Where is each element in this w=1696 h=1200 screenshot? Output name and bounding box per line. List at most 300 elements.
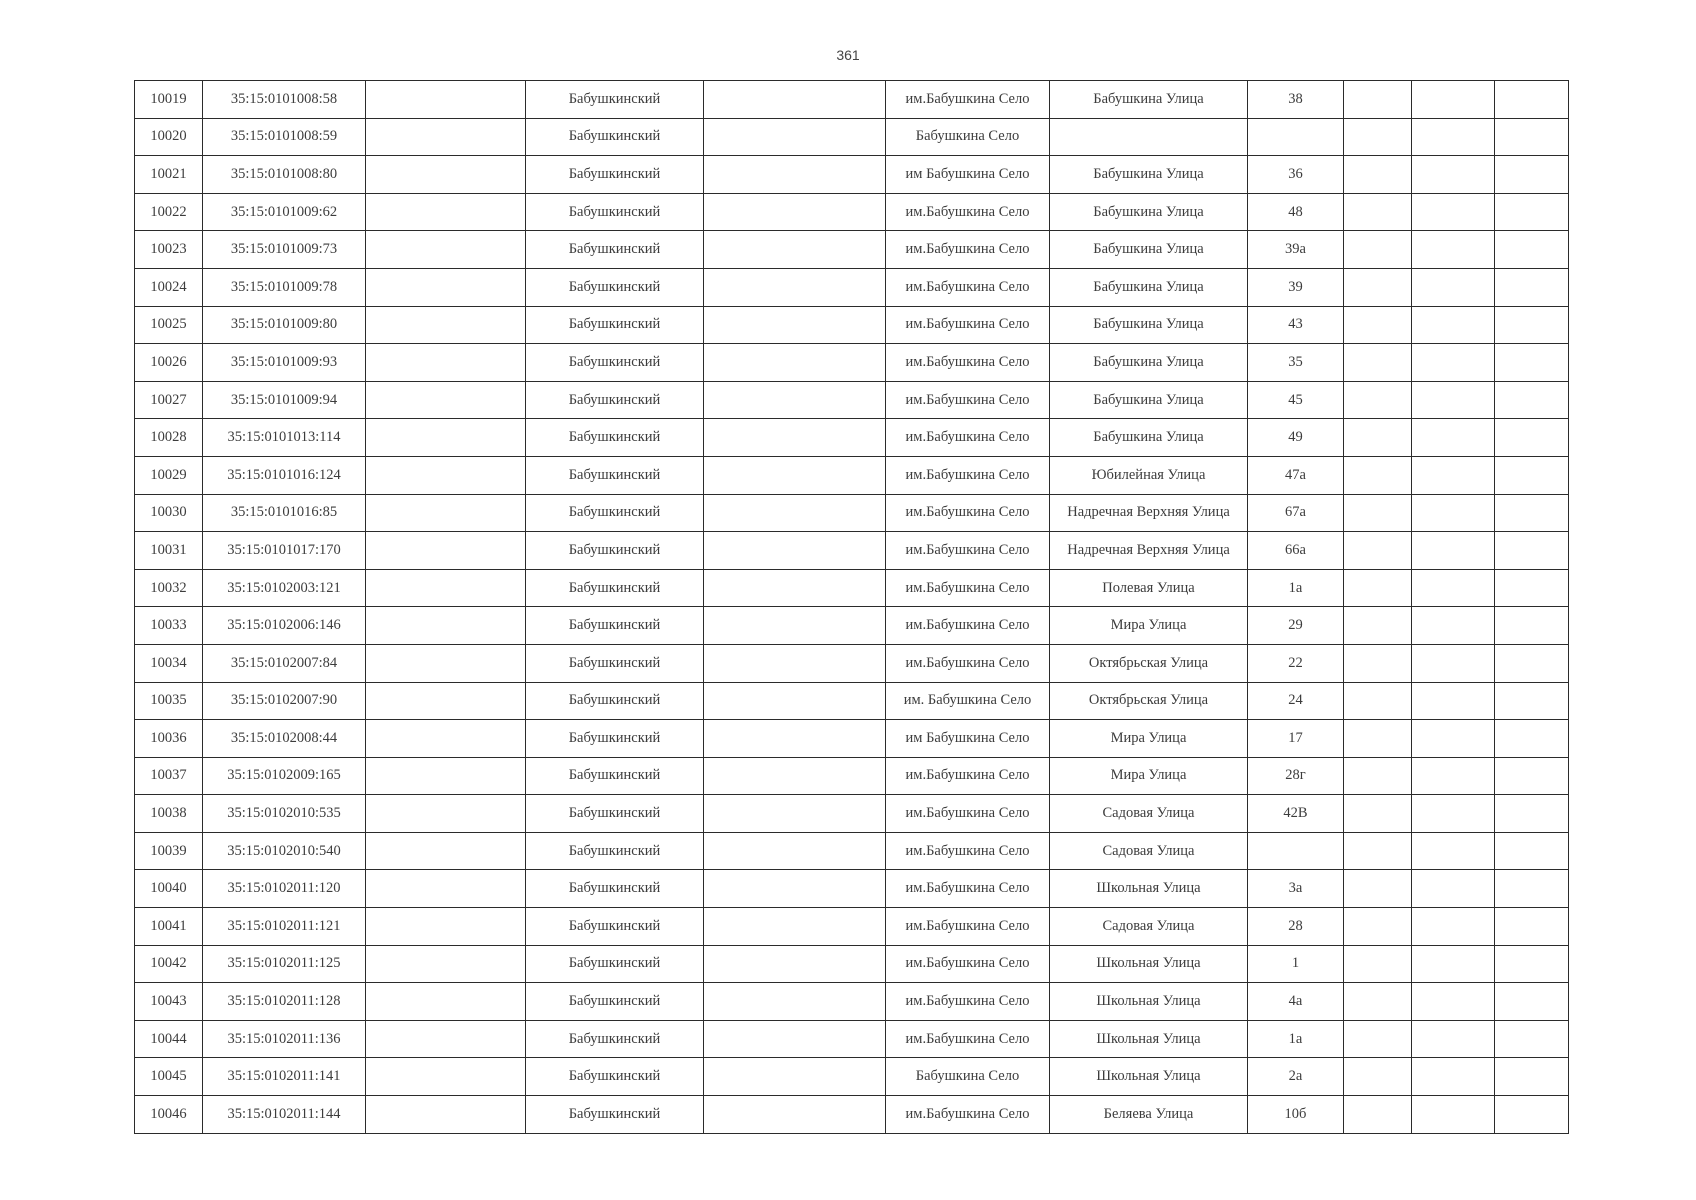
cell-record-number: 10044 [135,1020,203,1058]
cell-empty [1344,832,1412,870]
cell-street: Юбилейная Улица [1050,456,1248,494]
cell-house-number: 1 [1248,945,1344,983]
cell-district: Бабушкинский [526,494,704,532]
cell-empty [1495,682,1569,720]
cell-cadastral-number: 35:15:0102007:84 [203,644,366,682]
cell-empty [1412,983,1495,1021]
cell-record-number: 10026 [135,344,203,382]
cell-street: Школьная Улица [1050,1020,1248,1058]
cell-street: Садовая Улица [1050,795,1248,833]
cell-district: Бабушкинский [526,193,704,231]
cell-house-number: 4а [1248,983,1344,1021]
cell-house-number: 43 [1248,306,1344,344]
cell-house-number: 2а [1248,1058,1344,1096]
table-row [135,832,1569,870]
cell-cadastral-number: 35:15:0101009:78 [203,268,366,306]
cell-empty [1495,156,1569,194]
cell-street: Школьная Улица [1050,870,1248,908]
cell-empty [1412,607,1495,645]
table-row [135,795,1569,833]
cell-cadastral-number: 35:15:0102008:44 [203,720,366,758]
cell-district: Бабушкинский [526,81,704,119]
table-row [135,983,1569,1021]
cell-record-number: 10040 [135,870,203,908]
cell-empty [1412,720,1495,758]
cell-empty [704,607,886,645]
cell-settlement: им.Бабушкина Село [886,306,1050,344]
cell-house-number: 47а [1248,456,1344,494]
cell-settlement: им.Бабушкина Село [886,908,1050,946]
cell-cadastral-number: 35:15:0101016:124 [203,456,366,494]
cell-street: Беляева Улица [1050,1096,1248,1134]
cell-empty [1344,156,1412,194]
cell-empty [1412,682,1495,720]
cell-empty [1344,870,1412,908]
cell-record-number: 10043 [135,983,203,1021]
cell-empty [1495,532,1569,570]
table-row [135,456,1569,494]
cell-district: Бабушкинский [526,1058,704,1096]
cell-empty [1344,231,1412,269]
cell-empty [1344,1020,1412,1058]
cell-empty [1412,344,1495,382]
table-row [135,720,1569,758]
cell-empty [704,381,886,419]
cell-empty [1412,532,1495,570]
cell-district: Бабушкинский [526,983,704,1021]
cell-empty [1495,795,1569,833]
cell-empty [366,156,526,194]
cell-empty [1412,381,1495,419]
table-row [135,193,1569,231]
cell-settlement: им.Бабушкина Село [886,945,1050,983]
cell-district: Бабушкинский [526,1020,704,1058]
cell-empty [704,419,886,457]
cell-cadastral-number: 35:15:0101008:58 [203,81,366,119]
cell-house-number: 66а [1248,532,1344,570]
table-row [135,870,1569,908]
cell-district: Бабушкинский [526,644,704,682]
cell-record-number: 10037 [135,757,203,795]
cell-house-number: 28 [1248,908,1344,946]
table-row [135,268,1569,306]
cell-empty [366,118,526,156]
table-row [135,156,1569,194]
cell-street: Бабушкина Улица [1050,268,1248,306]
cell-empty [366,1058,526,1096]
cell-empty [1344,720,1412,758]
cell-district: Бабушкинский [526,268,704,306]
cell-cadastral-number: 35:15:0101009:80 [203,306,366,344]
cell-cadastral-number: 35:15:0101009:94 [203,381,366,419]
cell-district: Бабушкинский [526,945,704,983]
cell-empty [366,456,526,494]
cell-cadastral-number: 35:15:0102010:540 [203,832,366,870]
cell-settlement: им.Бабушкина Село [886,832,1050,870]
cell-empty [366,795,526,833]
cell-empty [704,156,886,194]
cell-record-number: 10020 [135,118,203,156]
cell-empty [1344,569,1412,607]
cell-empty [1495,193,1569,231]
cell-settlement: им.Бабушкина Село [886,569,1050,607]
cell-empty [704,494,886,532]
cell-empty [1495,344,1569,382]
cell-settlement: Бабушкина Село [886,118,1050,156]
cell-district: Бабушкинский [526,569,704,607]
cell-district: Бабушкинский [526,682,704,720]
cell-district: Бабушкинский [526,344,704,382]
cell-empty [1412,193,1495,231]
cell-district: Бабушкинский [526,456,704,494]
cell-empty [1412,945,1495,983]
cell-empty [1344,381,1412,419]
cell-empty [1412,306,1495,344]
cell-cadastral-number: 35:15:0102011:128 [203,983,366,1021]
cell-empty [704,569,886,607]
cell-record-number: 10022 [135,193,203,231]
cell-empty [1344,607,1412,645]
cell-record-number: 10035 [135,682,203,720]
cell-empty [1495,81,1569,119]
cell-settlement: Бабушкина Село [886,1058,1050,1096]
cell-settlement: им.Бабушкина Село [886,494,1050,532]
cell-empty [704,532,886,570]
cell-street: Октябрьская Улица [1050,682,1248,720]
cell-settlement: им.Бабушкина Село [886,644,1050,682]
cell-district: Бабушкинский [526,381,704,419]
cell-record-number: 10036 [135,720,203,758]
cell-empty [366,419,526,457]
cell-record-number: 10038 [135,795,203,833]
cell-empty [1344,682,1412,720]
cell-settlement: им.Бабушкина Село [886,795,1050,833]
cell-record-number: 10046 [135,1096,203,1134]
cell-empty [1344,306,1412,344]
cell-house-number: 45 [1248,381,1344,419]
cell-cadastral-number: 35:15:0102011:141 [203,1058,366,1096]
cell-empty [366,569,526,607]
cell-empty [366,193,526,231]
cell-cadastral-number: 35:15:0102011:136 [203,1020,366,1058]
cell-empty [1495,644,1569,682]
cell-street: Бабушкина Улица [1050,344,1248,382]
cell-empty [366,682,526,720]
cell-cadastral-number: 35:15:0101017:170 [203,532,366,570]
cell-cadastral-number: 35:15:0101009:62 [203,193,366,231]
cell-empty [1495,231,1569,269]
cell-district: Бабушкинский [526,419,704,457]
table-row [135,81,1569,119]
cell-street: Мира Улица [1050,757,1248,795]
cell-district: Бабушкинский [526,156,704,194]
table-row [135,945,1569,983]
cell-settlement: им.Бабушкина Село [886,1020,1050,1058]
cell-empty [1412,1058,1495,1096]
cell-settlement: им Бабушкина Село [886,720,1050,758]
cell-empty [1344,419,1412,457]
cell-empty [704,81,886,119]
cell-empty [1344,1096,1412,1134]
cell-settlement: им.Бабушкина Село [886,532,1050,570]
cell-empty [704,456,886,494]
cell-empty [704,231,886,269]
cell-house-number: 1а [1248,569,1344,607]
table-row [135,532,1569,570]
cell-street: Садовая Улица [1050,908,1248,946]
cell-empty [366,381,526,419]
cell-street [1050,118,1248,156]
cell-empty [1495,1020,1569,1058]
cell-house-number: 17 [1248,720,1344,758]
cell-empty [366,908,526,946]
cell-empty [1495,945,1569,983]
cell-settlement: им.Бабушкина Село [886,757,1050,795]
cell-street: Школьная Улица [1050,945,1248,983]
table-row [135,644,1569,682]
cell-settlement: им.Бабушкина Село [886,81,1050,119]
table-row [135,1096,1569,1134]
cell-record-number: 10021 [135,156,203,194]
cell-empty [704,870,886,908]
cell-cadastral-number: 35:15:0101013:114 [203,419,366,457]
table-row [135,607,1569,645]
cell-empty [1495,1096,1569,1134]
cell-cadastral-number: 35:15:0102006:146 [203,607,366,645]
cell-empty [1344,644,1412,682]
cell-empty [1495,870,1569,908]
cell-street: Полевая Улица [1050,569,1248,607]
cell-record-number: 10027 [135,381,203,419]
cell-empty [1412,419,1495,457]
cell-empty [1412,456,1495,494]
cell-district: Бабушкинский [526,720,704,758]
cell-empty [1495,381,1569,419]
cell-empty [1495,419,1569,457]
cell-empty [1344,193,1412,231]
cell-empty [366,81,526,119]
cell-empty [704,193,886,231]
cell-record-number: 10023 [135,231,203,269]
cell-empty [1412,908,1495,946]
cell-empty [366,945,526,983]
cell-district: Бабушкинский [526,757,704,795]
cell-settlement: им.Бабушкина Село [886,1096,1050,1134]
cell-empty [1344,494,1412,532]
cell-settlement: им.Бабушкина Село [886,381,1050,419]
cell-empty [1412,832,1495,870]
cell-empty [1495,494,1569,532]
cell-empty [1412,494,1495,532]
table-row [135,569,1569,607]
cell-empty [1495,607,1569,645]
cell-district: Бабушкинский [526,908,704,946]
cell-empty [704,1058,886,1096]
cell-empty [1412,81,1495,119]
cell-record-number: 10034 [135,644,203,682]
cell-empty [366,870,526,908]
cell-street: Бабушкина Улица [1050,306,1248,344]
cell-street: Бабушкина Улица [1050,156,1248,194]
cell-empty [1412,795,1495,833]
cell-house-number: 10б [1248,1096,1344,1134]
cell-cadastral-number: 35:15:0102009:165 [203,757,366,795]
cell-settlement: им.Бабушкина Село [886,870,1050,908]
table-row [135,231,1569,269]
cell-empty [366,532,526,570]
cell-record-number: 10039 [135,832,203,870]
cell-empty [366,231,526,269]
cell-empty [704,644,886,682]
cell-empty [366,832,526,870]
cell-empty [1344,532,1412,570]
table-row [135,908,1569,946]
cell-empty [1495,983,1569,1021]
cell-settlement: им.Бабушкина Село [886,231,1050,269]
cell-street: Октябрьская Улица [1050,644,1248,682]
table-row [135,306,1569,344]
cell-house-number: 38 [1248,81,1344,119]
cell-house-number: 48 [1248,193,1344,231]
cell-street: Школьная Улица [1050,1058,1248,1096]
cell-empty [704,268,886,306]
cell-cadastral-number: 35:15:0101008:80 [203,156,366,194]
cell-empty [1495,832,1569,870]
cell-settlement: им Бабушкина Село [886,156,1050,194]
table-row [135,494,1569,532]
cell-cadastral-number: 35:15:0102011:121 [203,908,366,946]
cell-cadastral-number: 35:15:0102007:90 [203,682,366,720]
cell-house-number: 67а [1248,494,1344,532]
cell-record-number: 10024 [135,268,203,306]
cell-district: Бабушкинский [526,231,704,269]
cell-house-number: 24 [1248,682,1344,720]
cell-district: Бабушкинский [526,832,704,870]
cell-empty [366,1096,526,1134]
cell-empty [704,795,886,833]
cell-house-number: 36 [1248,156,1344,194]
cell-empty [366,268,526,306]
cell-empty [1344,983,1412,1021]
cell-empty [1495,757,1569,795]
cell-house-number: 39 [1248,268,1344,306]
cell-empty [366,607,526,645]
cell-settlement: им.Бабушкина Село [886,344,1050,382]
cell-street: Бабушкина Улица [1050,419,1248,457]
cell-empty [1495,456,1569,494]
cell-house-number [1248,832,1344,870]
cell-empty [1344,81,1412,119]
cell-street: Бабушкина Улица [1050,193,1248,231]
page-number: 361 [836,47,860,63]
cell-record-number: 10032 [135,569,203,607]
cell-empty [1412,569,1495,607]
cell-empty [1344,757,1412,795]
cell-empty [704,945,886,983]
table-row [135,344,1569,382]
cell-district: Бабушкинский [526,1096,704,1134]
cell-empty [1495,306,1569,344]
cell-street: Садовая Улица [1050,832,1248,870]
cell-house-number: 39а [1248,231,1344,269]
cell-empty [1412,231,1495,269]
records-table-body [135,81,1569,1134]
cell-settlement: им.Бабушкина Село [886,456,1050,494]
cell-empty [704,682,886,720]
cell-empty [1412,118,1495,156]
cell-empty [366,644,526,682]
cell-empty [366,1020,526,1058]
cell-empty [704,344,886,382]
cell-record-number: 10045 [135,1058,203,1096]
cell-street: Надречная Верхняя Улица [1050,494,1248,532]
table-row [135,757,1569,795]
cell-house-number: 28г [1248,757,1344,795]
cell-house-number: 22 [1248,644,1344,682]
cell-empty [1412,1096,1495,1134]
cell-street: Бабушкина Улица [1050,231,1248,269]
cell-empty [1344,118,1412,156]
cell-cadastral-number: 35:15:0101009:73 [203,231,366,269]
cell-house-number [1248,118,1344,156]
cell-empty [366,306,526,344]
cell-empty [1344,456,1412,494]
cell-empty [1344,795,1412,833]
cell-empty [1495,908,1569,946]
cell-cadastral-number: 35:15:0101016:85 [203,494,366,532]
cell-settlement: им. Бабушкина Село [886,682,1050,720]
cell-cadastral-number: 35:15:0102010:535 [203,795,366,833]
cell-street: Бабушкина Улица [1050,81,1248,119]
cell-settlement: им.Бабушкина Село [886,193,1050,231]
cell-district: Бабушкинский [526,532,704,570]
cell-empty [1344,945,1412,983]
cell-street: Мира Улица [1050,607,1248,645]
cell-house-number: 42В [1248,795,1344,833]
cell-empty [366,983,526,1021]
cell-house-number: 3а [1248,870,1344,908]
cell-district: Бабушкинский [526,607,704,645]
cell-record-number: 10030 [135,494,203,532]
cell-empty [366,494,526,532]
table-row [135,682,1569,720]
cell-street: Бабушкина Улица [1050,381,1248,419]
cell-empty [704,720,886,758]
cell-empty [704,306,886,344]
cell-empty [1495,720,1569,758]
cell-cadastral-number: 35:15:0102011:125 [203,945,366,983]
cell-empty [366,720,526,758]
cell-cadastral-number: 35:15:0102011:120 [203,870,366,908]
table-row [135,419,1569,457]
cell-empty [1412,1020,1495,1058]
cell-settlement: им.Бабушкина Село [886,983,1050,1021]
cell-street: Надречная Верхняя Улица [1050,532,1248,570]
table-row [135,118,1569,156]
cell-empty [704,1096,886,1134]
cell-district: Бабушкинский [526,795,704,833]
cell-district: Бабушкинский [526,118,704,156]
cell-empty [1412,156,1495,194]
cell-empty [1495,118,1569,156]
cell-cadastral-number: 35:15:0101009:93 [203,344,366,382]
cell-empty [704,983,886,1021]
cell-cadastral-number: 35:15:0102011:144 [203,1096,366,1134]
cell-street: Школьная Улица [1050,983,1248,1021]
cell-record-number: 10031 [135,532,203,570]
cell-district: Бабушкинский [526,870,704,908]
cell-house-number: 1а [1248,1020,1344,1058]
